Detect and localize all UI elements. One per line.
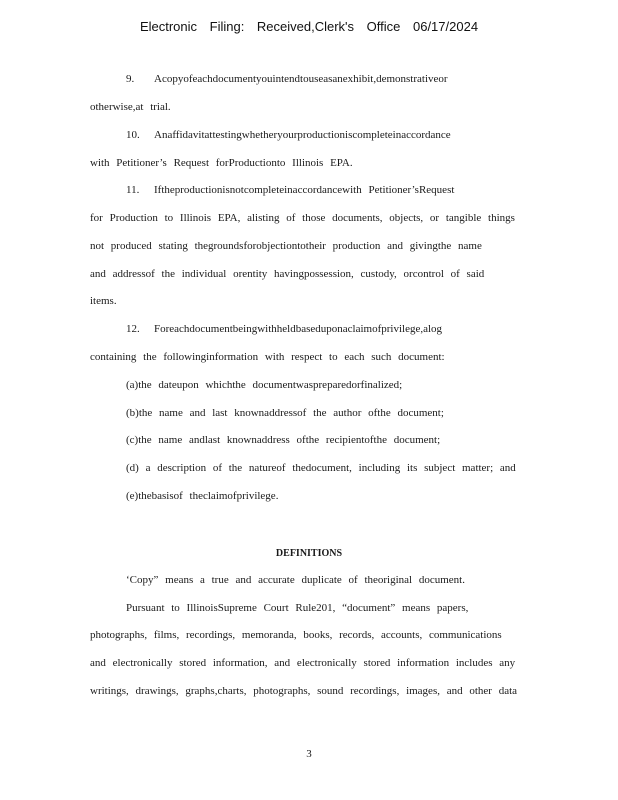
item-9-text: Acopyofeachdocumentyouintendtouseasanexhibit,demonstrativeor bbox=[154, 73, 448, 85]
item-10-number: 10. bbox=[126, 129, 140, 141]
page-number: 3 bbox=[306, 748, 312, 760]
item-11-line-2: for Production to Illinois EPA, alisting of those documents, objects, or tangible things bbox=[90, 212, 515, 224]
copy-definition: ‘Copy” means a true and accurate duplicate of theoriginal document. bbox=[126, 574, 465, 586]
item-11-line-4: and addressof the individual orentity havingpossession, custody, orcontrol of said bbox=[90, 268, 485, 280]
item-12-sub-e: (e)thebasisof theclaimofprivilege. bbox=[126, 490, 279, 502]
item-11-line-5: items. bbox=[90, 295, 117, 307]
pursuant-line-3: and electronically stored information, and electronically stored information includes any bbox=[90, 657, 516, 669]
item-10-line-2: with Petitioner’s Request forProductionto Illinois EPA. bbox=[90, 157, 353, 169]
item-9-line-1 bbox=[126, 73, 448, 85]
pursuant-line-2: photographs, films, recordings, memoranda, books, records, accounts, communications bbox=[90, 629, 502, 641]
item-12-sub-d: (d) a description of the natureof thedocument, including its subject matter; and bbox=[126, 462, 516, 474]
filing-header: Electronic Filing: Received,Clerk's Office 06/17/2024 bbox=[139, 19, 479, 34]
item-12-number: 12. bbox=[126, 323, 140, 335]
item-10-text: Anaffidavitattestingwhetheryourproductioniscompleteinaccordance bbox=[154, 129, 451, 141]
item-12-text: Foreachdocumentbeingwithheldbaseduponaclaimofprivilege,alog bbox=[154, 323, 443, 335]
pursuant-line-1: Pursuant to IllinoisSupreme Court Rule201, “document” means papers, bbox=[126, 602, 469, 614]
item-11-number: 11. bbox=[126, 184, 140, 196]
item-9-line-2: otherwise,at trial. bbox=[90, 101, 171, 113]
item-10-line-1 bbox=[126, 129, 451, 141]
definitions-heading: DEFINITIONS bbox=[275, 548, 343, 559]
item-11-line-1 bbox=[126, 184, 454, 196]
item-12-line-2: containing the followinginformation with respect to each such document: bbox=[90, 351, 445, 363]
pursuant-line-4: writings, drawings, graphs,charts, photographs, sound recordings, images, and other data bbox=[90, 685, 518, 697]
item-12-sub-a: (a)the dateupon whichthe documentwaspreparedorfinalized; bbox=[126, 379, 403, 391]
item-11-text: Iftheproductionisnotcompleteinaccordancewith Petitioner’sRequest bbox=[154, 184, 455, 196]
item-12-sub-c: (c)the name andlast knownaddress ofthe recipientofthe document; bbox=[126, 434, 441, 446]
item-12-sub-b: (b)the name and last knownaddressof the author ofthe document; bbox=[126, 407, 444, 419]
item-12-line-1 bbox=[126, 323, 442, 335]
item-9-number: 9. bbox=[126, 73, 135, 85]
item-11-line-3: not produced stating thegroundsforobjectiontotheir production and givingthe name bbox=[90, 240, 482, 252]
